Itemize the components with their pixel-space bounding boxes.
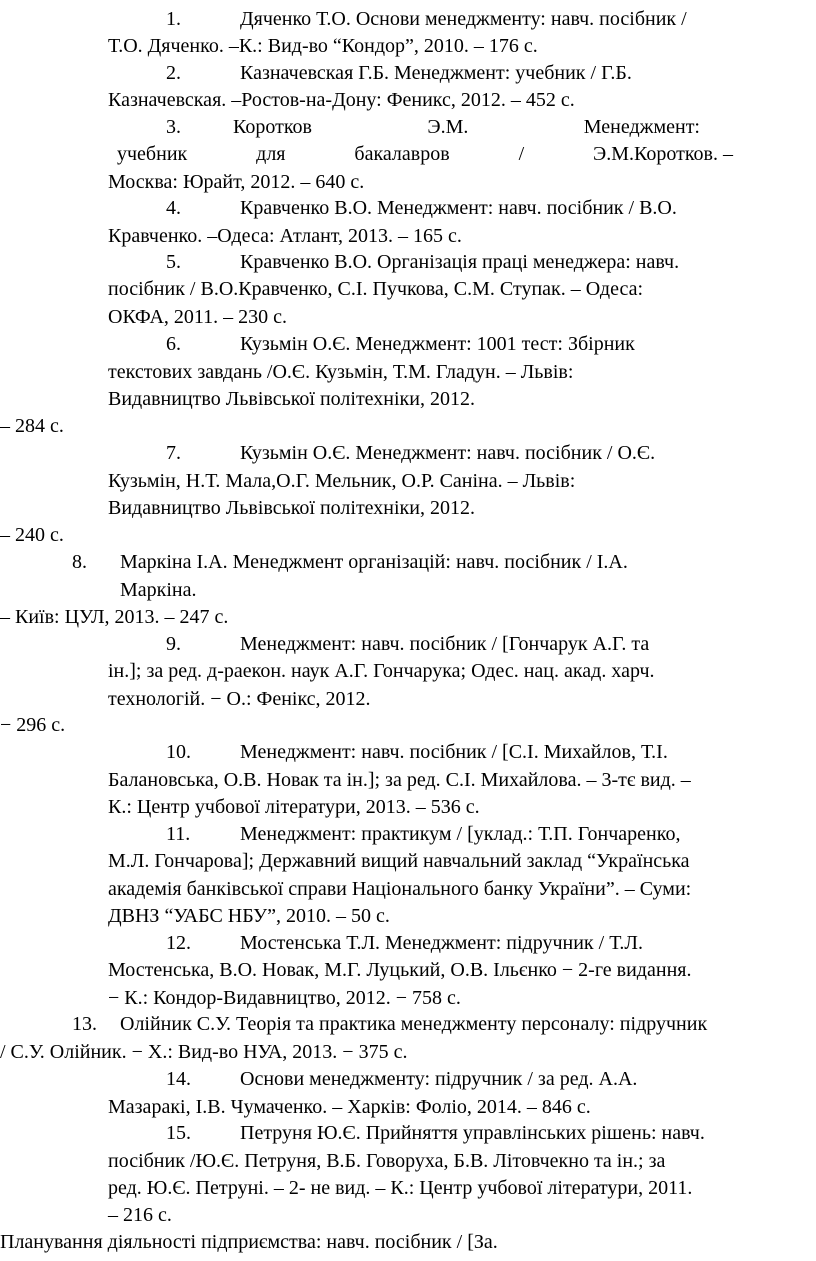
entry-6-line-1: Кузьмін О.Є. Менеджмент: 1001 тест: Збірник (240, 333, 635, 355)
entry-8-line-1: Маркіна І.А. Менеджмент організацій: навч. посібник / І.А. (120, 551, 628, 573)
entry-15-line-4: – 216 с. (108, 1204, 172, 1226)
entry-9-line-1: Менеджмент: навч. посібник / [Гончарук А.Г. та (240, 633, 650, 655)
entry-6-number: 6. (166, 333, 181, 355)
entry-13-line-1: Олійник С.У. Теорія та практика менеджменту персоналу: підручник (120, 1013, 708, 1035)
entry-1-line-2: Т.О. Дяченко. –К.: Вид-во “Кондор”, 2010. – 176 с. (108, 35, 538, 57)
entry-5-line-1: Кравченко В.О. Організація праці менеджера: навч. (240, 251, 680, 273)
entry-10-line-2: Балановська, О.В. Новак та ін.]; за ред. С.І. Михайлова. – 3-тє вид. – (108, 769, 691, 791)
entry-13-number: 13. (72, 1013, 97, 1035)
entry-12-line-2: Мостенська, В.О. Новак, М.Г. Луцький, О.В. Ільєнко − 2-ге видання. (108, 959, 692, 981)
entry-16-line-1: Планування діяльності підприємства: навч. посібник / [За. (0, 1231, 498, 1253)
entry-15-number: 15. (166, 1122, 191, 1144)
entry-14-number: 14. (166, 1068, 191, 1090)
entry-6-line-3: Видавництво Львівської політехніки, 2012. (108, 388, 475, 410)
entry-13-line-2: / С.У. Олійник. − Х.: Вид-во НУА, 2013. − 375 с. (0, 1041, 408, 1063)
entry-2-number: 2. (166, 62, 181, 84)
entry-9-line-4: − 296 с. (0, 714, 66, 736)
entry-10-line-1: Менеджмент: навч. посібник / [С.І. Михайлов, Т.І. (240, 741, 668, 763)
entry-12-line-1: Мостенська Т.Л. Менеджмент: підручник / Т.Л. (240, 932, 643, 954)
entry-8-number: 8. (72, 551, 87, 573)
entry-7-line-3: Видавництво Львівської політехніки, 2012. (108, 497, 475, 519)
entry-7-number: 7. (166, 442, 181, 464)
entry-11-line-2: М.Л. Гончарова]; Державний вищий навчальний заклад “Українська (108, 850, 690, 872)
entry-14-line-1: Основи менеджменту: підручник / за ред. А.А. (240, 1068, 638, 1090)
entry-8-line-3: – Київ: ЦУЛ, 2013. – 247 с. (0, 606, 229, 628)
entry-9-number: 9. (166, 633, 181, 655)
entry-2-line-1: Казначевская Г.Б. Менеджмент: учебник / Г.Б. (240, 62, 632, 84)
entry-11-number: 11. (166, 823, 191, 845)
entry-5-number: 5. (166, 251, 181, 273)
entry-11-line-4: ДВНЗ “УАБС НБУ”, 2010. – 50 с. (108, 905, 390, 927)
entry-12-line-3: − К.: Кондор-Видавництво, 2012. − 758 с. (108, 987, 461, 1009)
entry-14-line-2: Мазаракі, І.В. Чумаченко. – Харків: Фоліо, 2014. – 846 с. (108, 1096, 591, 1118)
entry-3-line-2: учебник для бакалавров / Э.М.Коротков. – (117, 143, 733, 165)
entry-4-line-2: Кравченко. –Одеса: Атлант, 2013. – 165 с. (108, 225, 462, 247)
entry-3-line-1: Коротков Э.М. Менеджмент: (233, 116, 700, 138)
entry-10-number: 10. (166, 741, 191, 763)
entry-4-number: 4. (166, 197, 181, 219)
entry-15-line-2: посібник /Ю.Є. Петруня, В.Б. Говоруха, Б.В. Літовчекно та ін.; за (108, 1150, 666, 1172)
entry-11-line-1: Менеджмент: практикум / [уклад.: Т.П. Гончаренко, (240, 823, 681, 845)
entry-5-line-3: ОКФА, 2011. – 230 с. (108, 306, 288, 328)
entry-9-line-3: технологій. − О.: Фенікс, 2012. (108, 688, 371, 710)
entry-2-line-2: Казначевская. –Ростов-на-Дону: Феникс, 2012. – 452 с. (108, 89, 575, 111)
entry-11-line-3: академія банківської справи Національного банку України”. – Суми: (108, 878, 692, 900)
entry-15-line-1: Петруня Ю.Є. Прийняття управлінських рішень: навч. (240, 1122, 705, 1144)
entry-3-number: 3. (166, 116, 181, 138)
entry-4-line-1: Кравченко В.О. Менеджмент: навч. посібник / В.О. (240, 197, 677, 219)
entry-12-number: 12. (166, 932, 191, 954)
entry-7-line-2: Кузьмін, Н.Т. Мала,О.Г. Мельник, О.Р. Саніна. – Львів: (108, 470, 576, 492)
entry-7-line-4: – 240 с. (0, 524, 64, 546)
entry-1-number: 1. (166, 8, 181, 30)
entry-9-line-2: ін.]; за ред. д-раекон. наук А.Г. Гончарука; Одес. нац. акад. харч. (108, 660, 655, 682)
entry-1-line-1: Дяченко Т.О. Основи менеджменту: навч. посібник / (240, 8, 687, 30)
entry-15-line-3: ред. Ю.Є. Петруні. – 2- не вид. – К.: Центр учбової літератури, 2011. (108, 1177, 693, 1199)
entry-3-line-3: Москва: Юрайт, 2012. – 640 с. (108, 171, 365, 193)
entry-6-line-2: текстових завдань /О.Є. Кузьмін, Т.М. Гладун. – Львів: (108, 361, 574, 383)
entry-6-line-4: – 284 с. (0, 415, 64, 437)
entry-7-line-1: Кузьмін О.Є. Менеджмент: навч. посібник / О.Є. (240, 442, 656, 464)
entry-5-line-2: посібник / В.О.Кравченко, С.І. Пучкова, С.М. Ступак. – Одеса: (108, 278, 644, 300)
entry-10-line-3: К.: Центр учбової літератури, 2013. – 536 с. (108, 796, 480, 818)
entry-8-line-2: Маркіна. (120, 579, 197, 601)
